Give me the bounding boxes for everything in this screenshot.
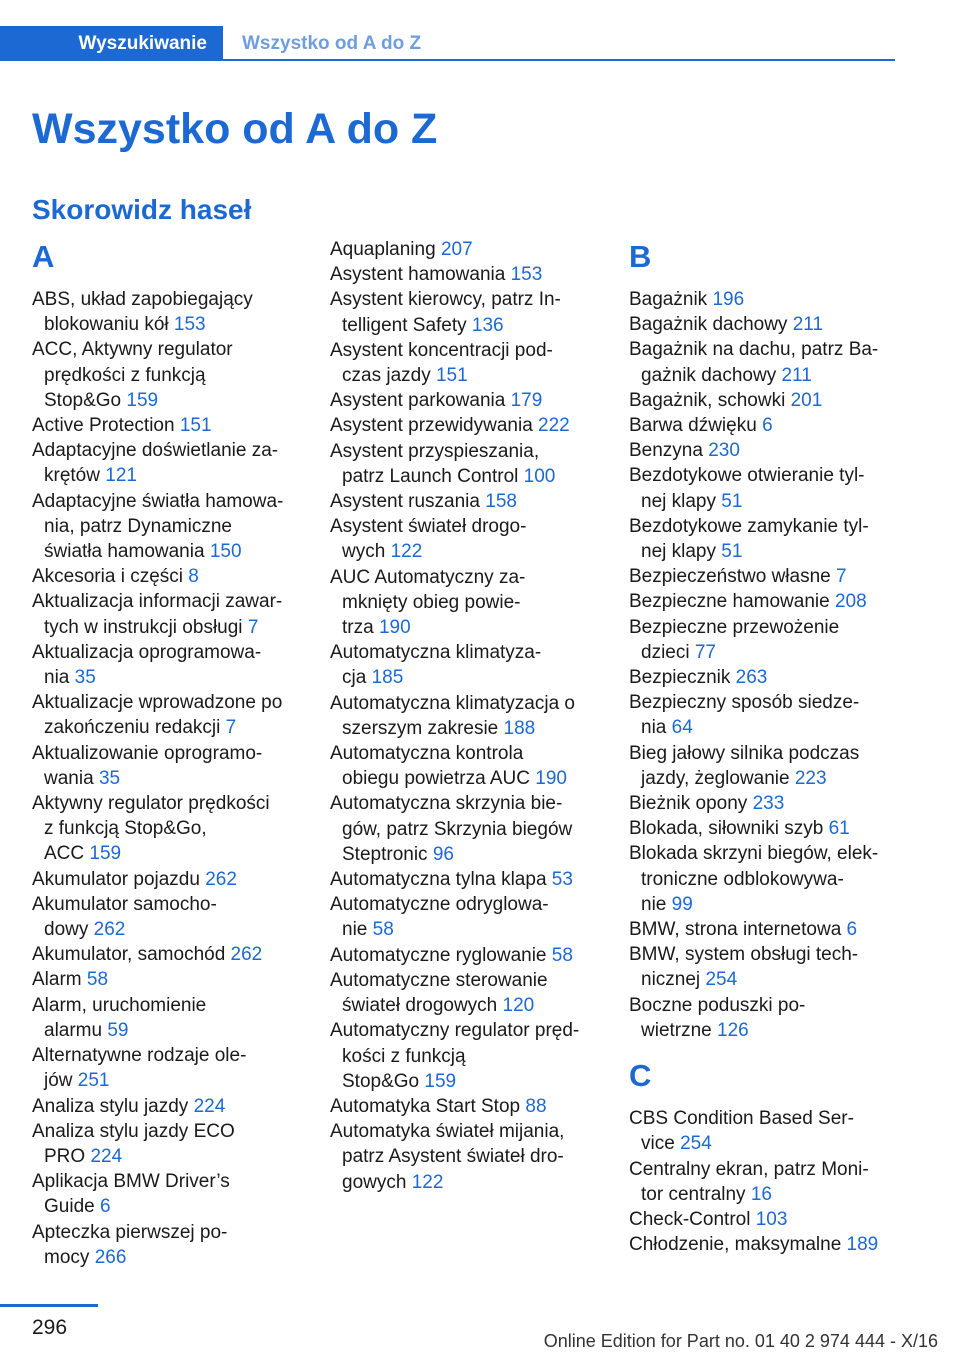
entry-text: Automatyczna tylna klapa (330, 869, 547, 891)
page-subtitle: Skorowidz haseł (32, 194, 252, 225)
entry-text: CBS Condition Based Ser- (629, 1108, 854, 1130)
entry-text: z funkcją Stop&Go, (44, 818, 207, 840)
entry-text: PRO (44, 1145, 86, 1167)
index-entry (629, 993, 899, 1043)
index-entry (629, 942, 899, 992)
index-entry (330, 489, 598, 514)
entry-text: Bezdotykowe zamykanie tyl- (629, 515, 869, 537)
page-link[interactable]: 126 (717, 1019, 749, 1041)
entry-text: Blokada skrzyni biegów, elek- (629, 843, 879, 865)
entry-text: jazdy, żeglowanie (641, 767, 790, 789)
page-link[interactable]: 159 (126, 389, 159, 411)
page-link[interactable]: 263 (735, 667, 768, 689)
page-link[interactable]: 51 (721, 490, 743, 512)
entry-text: gażnik dachowy (641, 364, 777, 386)
page-link[interactable]: 233 (752, 793, 785, 815)
entry-text: Akumulator samocho- (32, 893, 217, 915)
index-entry (32, 337, 300, 413)
page-link[interactable]: 254 (705, 969, 738, 991)
entry-text: Aplikacja BMW Driver’s (32, 1171, 230, 1193)
page-link[interactable]: 7 (225, 717, 237, 739)
entry-text: Asystent przyspieszania, (330, 440, 540, 462)
page-link[interactable]: 151 (435, 365, 468, 387)
index-entry (330, 439, 598, 489)
entry-text: Bezpieczne przewożenie (629, 616, 840, 638)
page-link[interactable]: 96 (432, 843, 454, 865)
index-entry (330, 640, 598, 690)
entry-text: światła hamowania (44, 541, 205, 563)
entry-text: nej klapy (641, 541, 716, 563)
entry-text: obiegu powietrza AUC (342, 768, 530, 790)
index-entry (330, 388, 598, 413)
index-entry (32, 413, 300, 438)
page-link[interactable]: 251 (77, 1070, 110, 1092)
entry-text: Bieżnik opony (629, 793, 748, 815)
entry-text: Stop&Go (44, 389, 122, 411)
index-entry (330, 1094, 598, 1119)
tab-search[interactable]: Wyszukiwanie (0, 26, 223, 61)
section-letter: B (629, 239, 652, 274)
index-entry (629, 463, 899, 513)
entry-text: Automatyka Start Stop (330, 1095, 521, 1117)
index-entry (330, 287, 598, 337)
page-link[interactable]: 262 (93, 919, 126, 941)
entry-text: Asystent hamowania (330, 264, 506, 286)
entry-text: Automatyczne ryglowanie (330, 944, 547, 966)
index-entry (629, 1106, 899, 1156)
entry-text: mocy (44, 1246, 90, 1268)
page-link[interactable]: 7 (247, 616, 259, 638)
page-link[interactable]: 7 (836, 566, 847, 588)
entry-text: Automatyczna klimatyza- (330, 642, 542, 664)
index-entry (330, 791, 598, 867)
entry-text: Stop&Go (342, 1070, 420, 1092)
index-column-3 (629, 237, 899, 1257)
entry-text: Bagażnik na dachu, patrz Ba- (629, 339, 879, 361)
index-entry (32, 1094, 300, 1119)
index-entry (32, 791, 300, 867)
page-link[interactable]: 53 (551, 869, 573, 891)
entry-text: Aquaplaning (330, 239, 436, 260)
entry-text: troniczne odblokowywa- (641, 868, 844, 890)
page-link[interactable]: 262 (205, 868, 237, 890)
entry-text: Check-Control (629, 1208, 751, 1230)
entry-text: trza (342, 617, 374, 639)
index-entry (330, 867, 598, 892)
page-number: 296 (32, 1316, 68, 1339)
entry-text: patrz Launch Control (342, 465, 519, 487)
entry-text: ACC, Aktywny regulator (32, 339, 233, 361)
entry-text: Automatyczna klimatyzacja o (330, 692, 575, 714)
index-entry (330, 338, 598, 388)
page-link[interactable]: 224 (90, 1145, 123, 1167)
entry-text: blokowaniu kół (44, 314, 169, 336)
entry-text: Analiza stylu jazdy (32, 1095, 189, 1117)
index-column-1 (32, 237, 300, 1270)
index-entry (32, 1119, 300, 1169)
entry-text: patrz Asystent świateł dro- (342, 1146, 564, 1168)
entry-text: Asystent świateł drogo- (330, 516, 527, 538)
entry-text: tor centralny (641, 1183, 746, 1205)
index-entry (32, 993, 300, 1043)
entry-text: wania (44, 767, 94, 789)
entry-text: Akumulator pojazdu (32, 868, 200, 890)
page-link[interactable]: 100 (523, 465, 556, 487)
entry-text: Asystent parkowania (330, 390, 506, 412)
entry-text: telligent Safety (342, 314, 467, 336)
entry-text: Alarm (32, 969, 82, 991)
entry-text: Chłodzenie, maksymalne (629, 1234, 842, 1256)
entry-text: Blokada, siłowniki szyb (629, 818, 824, 840)
entry-text: Adaptacyjne światła hamowa- (32, 490, 284, 512)
index-entry (629, 1157, 899, 1207)
entry-text: nej klapy (641, 490, 716, 512)
page-link[interactable]: 61 (828, 818, 850, 840)
entry-text: Automatyczny regulator pręd- (330, 1020, 580, 1042)
page-link[interactable]: 16 (750, 1183, 772, 1205)
page-link[interactable]: 230 (708, 440, 740, 462)
page-link[interactable]: 211 (781, 364, 812, 386)
index-entry (32, 564, 300, 589)
index-entry (32, 867, 300, 892)
section-letter: C (629, 1058, 652, 1094)
entry-text: Bagażnik, schowki (629, 389, 786, 411)
index-entry (32, 489, 300, 565)
entry-text: Automatyczne odryglowa- (330, 894, 549, 916)
entry-text: dowy (44, 919, 89, 941)
page-link[interactable]: 201 (790, 389, 823, 411)
entry-text: gowych (342, 1171, 407, 1193)
entry-text: Asystent kierowcy, patrz In- (330, 289, 561, 311)
page-link[interactable]: 196 (712, 289, 745, 310)
entry-text: Akumulator, samochód (32, 944, 226, 966)
entry-text: Steptronic (342, 843, 428, 865)
page-link[interactable]: 153 (173, 314, 206, 336)
index-entry (330, 262, 598, 287)
index-entry (330, 413, 598, 438)
index-entry (629, 791, 899, 816)
entry-text: Automatyczna kontrola (330, 743, 524, 765)
entry-text: Automatyczne sterowanie (330, 969, 548, 991)
entry-text: czas jazdy (342, 365, 431, 387)
entry-text: gów, patrz Skrzynia biegów (342, 818, 573, 840)
entry-text: Boczne poduszki po- (629, 994, 806, 1016)
index-entry (629, 438, 899, 463)
entry-text: Aktualizowanie oprogramo- (32, 742, 263, 764)
page-link[interactable]: 58 (551, 944, 573, 966)
entry-text: Analiza stylu jazdy ECO (32, 1120, 235, 1142)
page-link[interactable]: 99 (671, 893, 693, 915)
entry-text: alarmu (44, 1019, 103, 1041)
page-link[interactable]: 254 (680, 1133, 712, 1155)
entry-text: szerszym zakresie (342, 717, 499, 739)
edition-note: Online Edition for Part no. 01 40 2 974 444 - X/16 (543, 1331, 938, 1351)
page-link[interactable]: 179 (510, 390, 543, 412)
section-letter: A (32, 239, 55, 274)
page-link[interactable]: 153 (510, 264, 543, 286)
index-entry (32, 1169, 300, 1219)
page-link[interactable]: 159 (424, 1070, 457, 1092)
index-entry (629, 615, 899, 665)
page-link[interactable]: 159 (89, 843, 122, 865)
entry-text: nia, patrz Dynamiczne (44, 515, 232, 537)
entry-text: Centralny ekran, patrz Moni- (629, 1158, 869, 1180)
entry-text: Active Protection (32, 415, 175, 437)
index-entry (629, 312, 899, 337)
entry-text: zakończeniu redakcji (44, 717, 221, 739)
entry-text: nie (342, 919, 368, 941)
page-link[interactable]: 8 (188, 566, 199, 588)
page-link[interactable]: 51 (721, 541, 743, 563)
entry-text: cja (342, 667, 367, 689)
index-entry (629, 690, 899, 740)
index-entry (629, 413, 899, 438)
entry-text: Bieg jałowy silnika podczas (629, 742, 860, 764)
index-entry (629, 917, 899, 942)
entry-text: nia (44, 667, 70, 689)
index-entry (629, 388, 899, 413)
entry-text: ABS, układ zapobiegający (32, 289, 253, 310)
page-link[interactable]: 223 (794, 767, 827, 789)
page-link[interactable]: 6 (762, 415, 773, 437)
page-link[interactable]: 266 (94, 1246, 127, 1268)
page-link[interactable]: 211 (792, 314, 824, 336)
index-entry (32, 1220, 300, 1270)
entry-text: mknięty obieg powie- (342, 591, 521, 613)
entry-text: Bezpieczny sposób siedze- (629, 692, 860, 714)
entry-text: Asystent koncentracji pod- (330, 339, 553, 361)
page-link[interactable]: 150 (209, 541, 242, 563)
entry-text: Asystent ruszania (330, 491, 480, 513)
entry-text: Alternatywne rodzaje ole- (32, 1045, 247, 1067)
entry-text: vice (641, 1133, 675, 1155)
entry-text: nie (641, 893, 667, 915)
index-entry (629, 514, 899, 564)
page-link[interactable]: 120 (502, 995, 535, 1017)
entry-text: Guide (44, 1196, 95, 1218)
index-entry (629, 589, 899, 614)
index-entry (32, 1043, 300, 1093)
breadcrumb[interactable]: Wszystko od A do Z (242, 33, 422, 54)
index-entry (330, 565, 598, 641)
index-entry (330, 943, 598, 968)
entry-text: Bezpieczne hamowanie (629, 591, 830, 613)
index-entry (330, 1119, 598, 1195)
page-link[interactable]: 224 (193, 1095, 226, 1117)
page-link[interactable]: 190 (378, 617, 411, 639)
page-link[interactable]: 207 (440, 239, 473, 260)
page-link[interactable]: 188 (503, 717, 536, 739)
entry-text: nia (641, 717, 667, 739)
page-link[interactable]: 59 (107, 1019, 129, 1041)
page-title: Wszystko od A do Z (32, 105, 438, 153)
page-link[interactable]: 190 (535, 768, 567, 790)
index-column-2 (330, 237, 598, 1195)
page-link[interactable]: 58 (86, 969, 109, 991)
entry-text: kości z funkcją (342, 1045, 466, 1067)
index-entry (32, 640, 300, 690)
page-link[interactable]: 6 (99, 1196, 111, 1218)
page-link[interactable]: 222 (538, 415, 570, 437)
entry-text: Bagażnik (629, 289, 708, 310)
index-entry (32, 690, 300, 740)
footer-accent-bar (0, 1304, 98, 1307)
index-entry (629, 816, 899, 841)
index-entry (330, 237, 598, 262)
entry-text: ACC (44, 843, 85, 865)
index-entry (629, 564, 899, 589)
entry-text: Barwa dźwięku (629, 415, 757, 437)
page-link[interactable]: 88 (525, 1095, 547, 1117)
entry-text: Aktualizacje wprowadzone po (32, 692, 283, 714)
index-entry (629, 741, 899, 791)
page-link[interactable]: 77 (694, 641, 716, 663)
page-link[interactable]: 262 (230, 944, 263, 966)
page-link[interactable]: 136 (471, 314, 504, 336)
index-entry (32, 741, 300, 791)
index-entry (330, 892, 598, 942)
entry-text: krętów (44, 465, 100, 487)
entry-text: Automatyka świateł mijania, (330, 1121, 565, 1143)
index-entry (629, 1232, 899, 1257)
page-link[interactable]: 58 (372, 919, 394, 941)
page-link[interactable]: 103 (755, 1208, 788, 1230)
entry-text: Aktywny regulator prędkości (32, 793, 270, 815)
entry-text: Adaptacyjne doświetlanie za- (32, 440, 279, 462)
index-entry (32, 942, 300, 967)
entry-text: świateł drogowych (342, 995, 498, 1017)
entry-text: jów (44, 1070, 73, 1092)
page-link[interactable]: 208 (834, 591, 867, 613)
entry-text: nicznej (641, 969, 701, 991)
index-entry (629, 1207, 899, 1232)
index-entry (330, 741, 598, 791)
entry-text: dzieci (641, 641, 690, 663)
page-link[interactable]: 122 (390, 541, 423, 563)
entry-text: BMW, system obsługi tech- (629, 944, 859, 966)
entry-text: Bezpieczeństwo własne (629, 566, 831, 588)
entry-text: AUC Automatyczny za- (330, 566, 526, 588)
entry-text: Benzyna (629, 440, 703, 462)
entry-text: wietrzne (641, 1019, 712, 1041)
header-bar (0, 26, 895, 61)
page-link[interactable]: 6 (846, 919, 858, 941)
entry-text: Bezdotykowe otwieranie tyl- (629, 465, 865, 487)
index-entry (330, 691, 598, 741)
page-link[interactable]: 158 (485, 491, 517, 513)
page-link[interactable]: 185 (371, 667, 404, 689)
page-link[interactable]: 122 (411, 1171, 444, 1193)
index-entry (629, 665, 899, 690)
index-entry (629, 337, 899, 387)
entry-text: Aktualizacja informacji zawar- (32, 591, 283, 613)
index-entry (32, 589, 300, 639)
entry-text: BMW, strona internetowa (629, 919, 842, 941)
entry-text: Alarm, uruchomienie (32, 994, 207, 1016)
entry-text: Aktualizacja oprogramowa- (32, 641, 262, 663)
entry-text: Bezpiecznik (629, 667, 731, 689)
entry-text: Bagażnik dachowy (629, 314, 788, 336)
entry-text: Akcesoria i części (32, 566, 183, 588)
index-entry (32, 287, 300, 337)
entry-text: Asystent przewidywania (330, 415, 533, 437)
page-link[interactable]: 151 (179, 415, 212, 437)
page-link[interactable]: 64 (671, 717, 693, 739)
index-entry (330, 514, 598, 564)
page-link[interactable]: 189 (846, 1234, 879, 1256)
index-entry (629, 287, 899, 312)
index-entry (629, 841, 899, 917)
page-link[interactable]: 35 (74, 667, 96, 689)
index-entry (32, 438, 300, 488)
entry-text: Apteczka pierwszej po- (32, 1221, 228, 1243)
entry-text: tych w instrukcji obsługi (44, 616, 243, 638)
page-link[interactable]: 35 (98, 767, 121, 789)
header-divider (223, 59, 895, 61)
entry-text: Automatyczna skrzynia bie- (330, 793, 563, 815)
page-link[interactable]: 121 (105, 465, 137, 487)
index-entry (32, 892, 300, 942)
entry-text: wych (342, 541, 386, 563)
index-entry (32, 967, 300, 992)
index-entry (330, 1018, 598, 1094)
index-entry (330, 968, 598, 1018)
entry-text: prędkości z funkcją (44, 364, 206, 386)
